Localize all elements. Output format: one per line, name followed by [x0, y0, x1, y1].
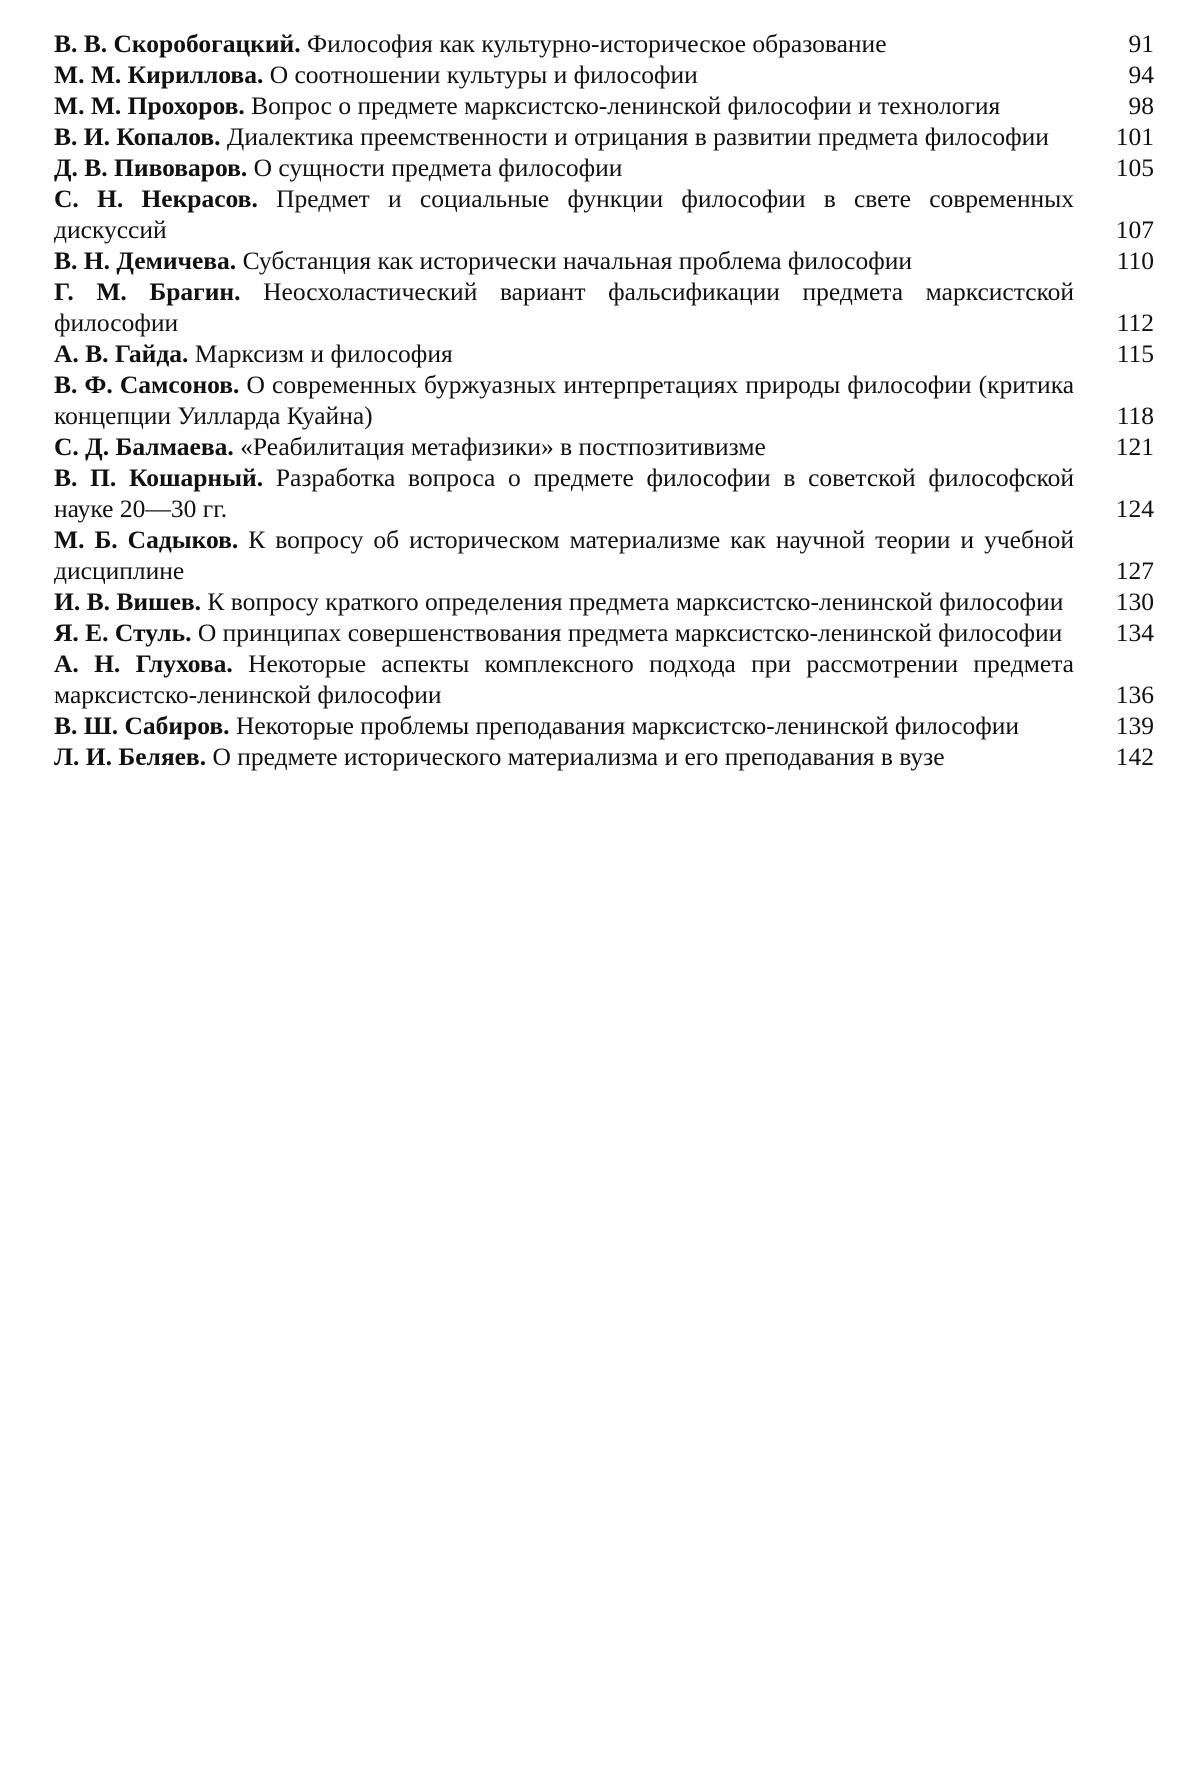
toc-entry-page-number: 127	[1115, 556, 1154, 585]
toc-entry-text	[54, 245, 1074, 276]
toc-entry-page-number: 98	[1128, 91, 1154, 120]
toc-entry-author: В. И. Копалов.	[54, 122, 221, 151]
toc-entry-page-number: 124	[1115, 494, 1154, 523]
toc-entry-author: М. М. Кириллова.	[54, 60, 264, 89]
toc-entry-title: О современных буржуазных интерпретациях природы философии (критика концепции Уилларда Куайна)	[54, 370, 1075, 430]
toc-entry-text	[54, 741, 1074, 772]
toc-entry-author: Д. В. Пивоваров.	[54, 153, 248, 182]
toc-entry-title: К вопросу об историческом материализме как научной теории и учебной дисциплине	[54, 525, 1074, 585]
toc-entry-text	[54, 462, 1074, 524]
toc-entry-author: Л. И. Беляев.	[54, 742, 207, 771]
toc-entry-page-number: 91	[1128, 29, 1154, 58]
toc-entry-page-number: 130	[1115, 587, 1154, 616]
toc-entry	[54, 586, 1154, 617]
toc-entry	[54, 431, 1154, 462]
toc-entry-text	[54, 648, 1074, 710]
toc-entry-text	[54, 276, 1074, 338]
toc-entry	[54, 121, 1154, 152]
toc-entry-title: О соотношении культуры и философии	[269, 60, 698, 89]
toc-entry	[54, 59, 1154, 90]
toc-list	[54, 28, 1154, 772]
toc-entry-author: В. Ш. Сабиров.	[54, 711, 230, 740]
toc-entry-page-number: 142	[1115, 742, 1154, 771]
toc-entry-title: Марксизм и философия	[194, 339, 453, 368]
toc-entry-author: М. Б. Садыков.	[54, 525, 239, 554]
toc-entry	[54, 28, 1154, 59]
toc-entry-title: К вопросу краткого определения предмета марксистско-ленинской философии	[207, 587, 1064, 616]
toc-entry-title: Предмет и социальные функции философии в свете современных дискуссий	[54, 184, 1075, 244]
toc-entry-author: И. В. Вишев.	[54, 587, 202, 616]
toc-entry-author: А. Н. Глухова.	[54, 649, 233, 678]
toc-entry-text	[54, 524, 1074, 586]
toc-entry-title: Некоторые аспекты комплексного подхода при рассмотрении предмета марксистско-ленинской философии	[54, 649, 1074, 709]
toc-entry-author: С. Н. Некрасов.	[54, 184, 258, 213]
toc-entry-text	[54, 183, 1074, 245]
toc-entry-title: О принципах совершенствования предмета марксистско-ленинской философии	[197, 618, 1063, 647]
toc-entry-title: Неосхоластический вариант фальсификации предмета марксистской философии	[54, 277, 1075, 337]
toc-entry	[54, 90, 1154, 121]
toc-entry-author: А. В. Гайда.	[54, 339, 189, 368]
toc-entry-author: М. М. Прохоров.	[54, 91, 245, 120]
toc-entry	[54, 276, 1154, 338]
toc-entry-title: Диалектика преемственности и отрицания в развитии предмета философии	[226, 122, 1049, 151]
toc-entry-title: Философия как культурно-историческое образование	[306, 29, 887, 58]
toc-entry-page-number: 118	[1116, 401, 1154, 430]
toc-entry	[54, 710, 1154, 741]
toc-entry-page-number: 101	[1115, 122, 1154, 151]
toc-entry	[54, 152, 1154, 183]
toc-entry-text	[54, 121, 1074, 152]
toc-entry-text	[54, 28, 1074, 59]
toc-entry-page-number: 134	[1115, 618, 1154, 647]
toc-entry-text	[54, 90, 1074, 121]
toc-entry-title: О предмете исторического материализма и его преподавания в вузе	[212, 742, 945, 771]
toc-entry-text	[54, 338, 1074, 369]
toc-entry-title: Некоторые проблемы преподавания марксистско-ленинской философии	[235, 711, 1020, 740]
toc-entry	[54, 183, 1154, 245]
toc-entry	[54, 741, 1154, 772]
toc-entry-page-number: 107	[1115, 215, 1154, 244]
toc-entry-text	[54, 710, 1074, 741]
toc-entry-text	[54, 369, 1074, 431]
toc-entry-author: В. Ф. Самсонов.	[54, 370, 240, 399]
toc-entry-page-number: 136	[1115, 680, 1154, 709]
toc-entry-author: В. Н. Демичева.	[54, 246, 237, 275]
toc-entry-text	[54, 152, 1074, 183]
toc-entry-page-number: 139	[1115, 711, 1154, 740]
toc-entry-text	[54, 617, 1074, 648]
toc-entry-title: Вопрос о предмете марксистско-ленинской философии и технология	[251, 91, 1001, 120]
toc-entry-author: С. Д. Балмаева.	[54, 432, 234, 461]
toc-entry-page-number: 110	[1116, 246, 1154, 275]
toc-entry	[54, 369, 1154, 431]
toc-entry-title: Субстанция как исторически начальная проблема философии	[242, 246, 913, 275]
toc-entry-page-number: 105	[1115, 153, 1154, 182]
toc-entry-page-number: 112	[1116, 308, 1154, 337]
toc-entry-author: Г. М. Брагин.	[54, 277, 241, 306]
toc-entry-text	[54, 59, 1074, 90]
toc-entry	[54, 338, 1154, 369]
toc-entry-text	[54, 586, 1074, 617]
toc-entry-author: В. В. Скоробогацкий.	[54, 29, 301, 58]
table-of-contents	[54, 28, 1154, 772]
toc-entry	[54, 245, 1154, 276]
toc-entry	[54, 617, 1154, 648]
toc-entry	[54, 462, 1154, 524]
toc-entry	[54, 648, 1154, 710]
toc-entry-author: Я. Е. Стуль.	[54, 618, 192, 647]
toc-entry	[54, 524, 1154, 586]
toc-entry-author: В. П. Кошарный.	[54, 463, 264, 492]
toc-entry-title: Разработка вопроса о предмете философии в советской философской науке 20—30 гг.	[54, 463, 1075, 523]
toc-entry-page-number: 94	[1128, 60, 1154, 89]
toc-entry-page-number: 121	[1115, 432, 1154, 461]
toc-entry-page-number: 115	[1116, 339, 1154, 368]
toc-entry-title: О сущности предмета философии	[253, 153, 623, 182]
toc-entry-title: «Реабилитация метафизики» в постпозитивизме	[240, 432, 766, 461]
toc-entry-text	[54, 431, 1074, 462]
